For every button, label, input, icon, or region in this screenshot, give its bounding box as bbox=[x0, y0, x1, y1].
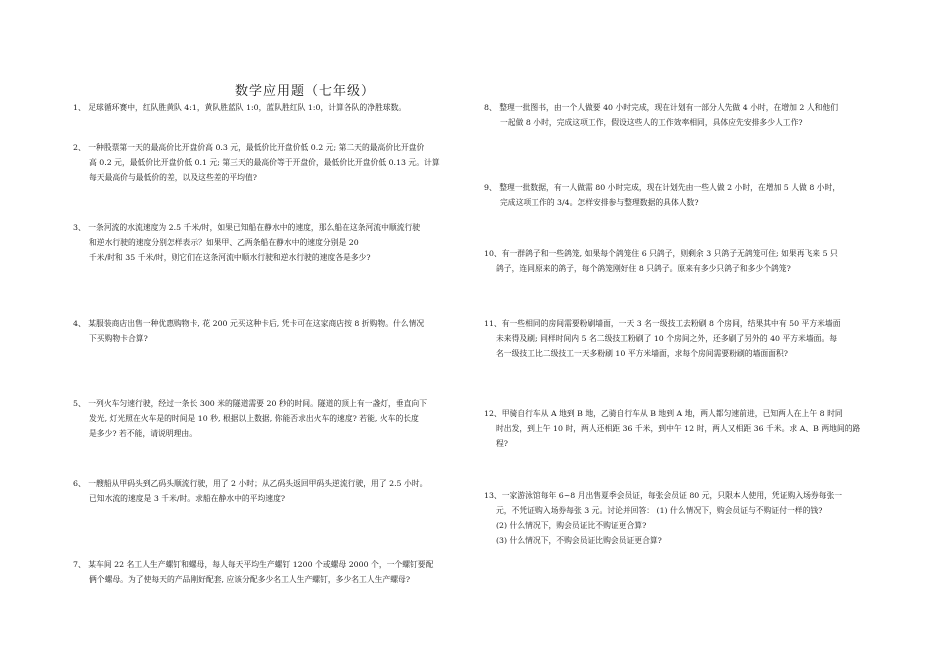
question-line: 鸽子，连同原来的鸽子，每个鸽笼刚好住 8 只鸽子。原来有多少只鸽子和多少个鸽笼? bbox=[496, 264, 791, 273]
question-line: (2) 什么情况下，购会员证比不购证更合算? bbox=[496, 521, 647, 530]
question-3 bbox=[73, 220, 473, 265]
question-line: 7、 某车间 22 名工人生产螺钉和螺母，每人每天平均生产螺钉 1200 个或螺母 2000 个，一个螺钉要配 bbox=[73, 560, 434, 569]
question-line: 1、 足球循环赛中，红队胜黄队 4:1，黄队胜蓝队 1:0，蓝队胜红队 1:0，计算各队的净胜球数。 bbox=[73, 103, 407, 112]
question-line: 俩个螺母。为了使每天的产品刚好配套, 应该分配多少名工人生产螺钉，多少名工人生产螺母? bbox=[89, 575, 411, 584]
question-line: 10、有一群鸽子和一些鸽笼, 如果每个鸽笼住 6 只鸽子，则剩余 3 只鸽子无鸽笼可住; 如果再飞来 5 只 bbox=[484, 249, 838, 258]
question-line: 4、 某服装商店出售一种优惠购物卡, 花 200 元买这种卡后, 凭卡可在这家商店按 8 折购物。什么情况 bbox=[73, 319, 425, 328]
question-line: 元，不凭证购入场券每张 3 元。讨论并回答： (1) 什么情况下，购会员证与不购证付一样的钱? bbox=[496, 506, 823, 515]
question-line: 未来得及刷; 同样时间内 5 名二级技工粉刷了 10 个房间之外，还多刷了另外的 40 平方米墙面。每 bbox=[496, 334, 838, 343]
question-line: 5、 一列火车匀速行驶，经过一条长 300 米的隧道需要 20 秒的时间。隧道的顶上有一盏灯，垂直向下 bbox=[73, 399, 428, 408]
question-line: 高 0.2 元，最低价比开盘价低 0.1 元; 第三天的最高价等于开盘价，最低价比开盘价低 0.13 元。计算 bbox=[89, 158, 440, 167]
question-line: 发光, 灯光照在火车是的时间是 10 秒, 根据以上数据, 你能否求出火车的速度? 若能, 火车的长度 bbox=[89, 414, 419, 423]
question-line: 11、有一些相同的房间需要粉刷墙面，一天 3 名一级技工去粉刷 8 个房间，结果其中有 50 平方米墙面 bbox=[484, 319, 841, 328]
question-line: 9、 整理一批数据，有一人做需 80 小时完成，现在计划先由一些人做 2 小时，在增加 5 人做 8 小时， bbox=[484, 183, 841, 192]
question-line: 6、 一艘船从甲码头到乙码头顺流行驶，用了 2 小时；从乙码头返回甲码头逆流行驶，用了 2.5 小时。 bbox=[73, 479, 428, 488]
question-line: 一起做 8 小时，完成这项工作，假设这些人的工作效率相同，具体应先安排多少人工作? bbox=[500, 118, 803, 127]
question-12 bbox=[484, 406, 884, 451]
question-line: 名一级技工比二级技工一天多粉刷 10 平方米墙面，求每个房间需要粉刷的墙面面积? bbox=[496, 349, 788, 358]
question-line: (3) 什么情况下，不购会员证比购会员证更合算? bbox=[496, 536, 662, 545]
question-1 bbox=[73, 100, 473, 115]
question-line: 2、 一种股票第一天的最高价比开盘价高 0.3 元，最低价比开盘价低 0.2 元; 第二天的最高价比开盘价 bbox=[73, 143, 425, 152]
question-line: 千米/时和 35 千米/时，则它们在这条河流中顺水行驶和逆水行驶的速度各是多少? bbox=[89, 253, 371, 262]
question-line: 12、甲骑自行车从 A 地到 B 地，乙骑自行车从 B 地到 A 地，两人都匀速前进，已知两人在上午 8 时同 bbox=[484, 409, 843, 418]
question-2 bbox=[73, 140, 473, 185]
question-7 bbox=[73, 557, 473, 587]
question-9 bbox=[484, 180, 884, 210]
question-line: 8、 整理一批图书，由一个人做要 40 小时完成，现在计划有一部分人先做 4 小时，在增加 2 人和他们 bbox=[484, 103, 839, 112]
question-line: 下买购物卡合算? bbox=[89, 334, 148, 343]
question-line: 已知水流的速度是 3 千米/时。求船在静水中的平均速度? bbox=[89, 494, 286, 503]
question-11 bbox=[484, 316, 884, 361]
question-line: 和逆水行驶的速度分别怎样表示？如果甲、乙两条船在静水中的速度分别是 20 bbox=[89, 238, 359, 247]
question-6 bbox=[73, 476, 473, 506]
question-line: 3、 一条河流的水流速度为 2.5 千米/时，如果已知船在静水中的速度，那么船在这条河流中顺流行驶 bbox=[73, 223, 421, 232]
question-line: 每天最高价与最低价的差，以及这些差的平均值? bbox=[89, 173, 257, 182]
question-line: 程? bbox=[496, 439, 508, 448]
question-4 bbox=[73, 316, 473, 346]
question-line: 时出发，到上午 10 时，两人还相距 36 千米，到中午 12 时，两人又相距 36 千米。求 A、B 两地间的路 bbox=[496, 424, 861, 433]
page-title: 数学应用题（七年级） bbox=[234, 84, 375, 99]
question-line: 完成这项工作的 3/4。怎样安排参与整理数据的具体人数? bbox=[500, 198, 699, 207]
question-line: 是多少? 若不能，请说明理由。 bbox=[89, 429, 198, 438]
question-5 bbox=[73, 396, 473, 441]
question-8 bbox=[484, 100, 884, 130]
question-line: 13、一家游泳馆每年 6~8 月出售夏季会员证，每张会员证 80 元，只限本人使用，凭证购入场券每张一 bbox=[484, 491, 843, 500]
question-10 bbox=[484, 246, 884, 276]
question-13 bbox=[484, 488, 884, 548]
